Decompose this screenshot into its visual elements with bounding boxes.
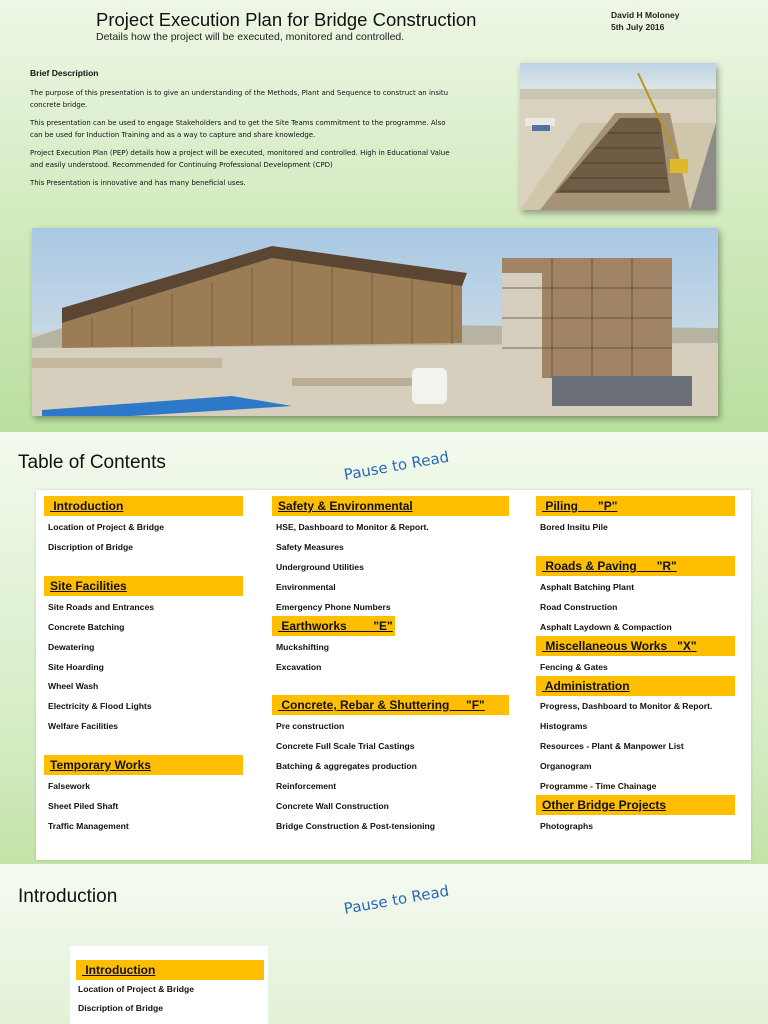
toc-item[interactable]: Environmental bbox=[276, 582, 336, 592]
toc-item[interactable]: Organogram bbox=[540, 761, 592, 771]
brief-paragraph-4: This Presentation is innovative and has many beneficial uses. bbox=[30, 179, 246, 187]
slide-project-execution-plan bbox=[0, 0, 768, 432]
slide-table-of-contents bbox=[0, 432, 768, 864]
toc-item[interactable]: Location of Project & Bridge bbox=[78, 984, 195, 994]
toc-item[interactable]: Concrete Wall Construction bbox=[276, 801, 389, 811]
slide-introduction bbox=[0, 864, 768, 1024]
toc-heading-earthworks[interactable]: Earthworks "E" bbox=[272, 616, 395, 636]
toc-heading-safety-environmental[interactable]: Safety & Environmental bbox=[272, 496, 509, 516]
toc-item[interactable]: HSE, Dashboard to Monitor & Report. bbox=[276, 522, 429, 532]
author-name: David H Moloney bbox=[611, 10, 680, 20]
toc-item[interactable]: Batching & aggregates production bbox=[276, 761, 417, 771]
toc-heading-concrete-rebar-shuttering[interactable]: Concrete, Rebar & Shuttering "F" bbox=[272, 695, 509, 715]
toc-item[interactable]: Discription of Bridge bbox=[48, 542, 133, 552]
toc-item[interactable]: Traffic Management bbox=[48, 821, 129, 831]
toc-item[interactable]: Histograms bbox=[540, 721, 588, 731]
date-text: 5th July 2016 bbox=[611, 22, 665, 32]
toc-item[interactable]: Reinforcement bbox=[276, 781, 337, 791]
toc-item[interactable]: Falsework bbox=[48, 781, 91, 791]
page-title: Project Execution Plan for Bridge Construction bbox=[96, 9, 477, 30]
toc-heading-administration[interactable]: Administration bbox=[536, 676, 735, 696]
toc-item[interactable]: Site Roads and Entrances bbox=[48, 602, 155, 612]
toc-item[interactable]: Sheet Piled Shaft bbox=[48, 801, 119, 811]
toc-item[interactable]: Site Hoarding bbox=[48, 662, 104, 672]
toc-item[interactable]: Electricity & Flood Lights bbox=[48, 701, 152, 711]
introduction-toc-panel bbox=[70, 946, 268, 1024]
pause-to-read-label: Pause to Read bbox=[342, 447, 451, 484]
toc-item[interactable]: Underground Utilities bbox=[276, 562, 364, 572]
toc-item[interactable]: Bored Insitu Pile bbox=[540, 522, 608, 532]
toc-heading-site-facilities[interactable]: Site Facilities bbox=[44, 576, 243, 596]
toc-item[interactable]: Pre construction bbox=[276, 721, 345, 731]
toc-item[interactable]: Asphalt Batching Plant bbox=[540, 582, 635, 592]
toc-heading-miscellaneous-works[interactable]: Miscellaneous Works "X" bbox=[536, 636, 735, 656]
introduction-title: Introduction bbox=[18, 886, 118, 907]
toc-heading-piling[interactable]: Piling "P" bbox=[536, 496, 735, 516]
toc-item[interactable]: Discription of Bridge bbox=[78, 1003, 163, 1013]
toc-item[interactable]: Concrete Full Scale Trial Castings bbox=[276, 741, 415, 751]
toc-item[interactable]: Muckshifting bbox=[276, 642, 329, 652]
toc-item[interactable]: Emergency Phone Numbers bbox=[276, 602, 391, 612]
brief-heading: Brief Description bbox=[30, 68, 99, 78]
toc-item[interactable]: Road Construction bbox=[540, 602, 618, 612]
toc-item[interactable]: Fencing & Gates bbox=[540, 662, 608, 672]
toc-heading-roads-paving[interactable]: Roads & Paving "R" bbox=[536, 556, 735, 576]
bridge-crane-photo bbox=[520, 63, 716, 210]
toc-heading-introduction[interactable]: Introduction bbox=[76, 960, 264, 980]
toc-item[interactable]: Bridge Construction & Post-tensioning bbox=[276, 821, 435, 831]
toc-item[interactable]: Resources - Plant & Manpower List bbox=[540, 741, 684, 751]
toc-item[interactable]: Location of Project & Bridge bbox=[48, 522, 165, 532]
toc-title: Table of Contents bbox=[18, 452, 166, 473]
toc-panel bbox=[36, 490, 751, 860]
brief-paragraph-2: This presentation can be used to engage Stakeholders and to get the Site Teams commitment to the programme. Also can be used for Induction Training and as a way to capture and share knowledge. bbox=[30, 119, 446, 139]
toc-item[interactable]: Excavation bbox=[276, 662, 322, 672]
toc-item[interactable]: Progress, Dashboard to Monitor & Report. bbox=[540, 701, 713, 711]
toc-heading-introduction[interactable]: Introduction bbox=[44, 496, 243, 516]
brief-description bbox=[30, 68, 450, 197]
toc-item[interactable]: Photographs bbox=[540, 821, 593, 831]
toc-item[interactable]: Wheel Wash bbox=[48, 681, 99, 691]
toc-item[interactable]: Safety Measures bbox=[276, 542, 344, 552]
toc-heading-other-bridge-projects[interactable]: Other Bridge Projects bbox=[536, 795, 735, 815]
toc-item[interactable]: Asphalt Laydown & Compaction bbox=[540, 622, 672, 632]
bridge-falsework-panorama-photo bbox=[32, 228, 718, 416]
toc-item[interactable]: Welfare Facilities bbox=[48, 721, 119, 731]
brief-paragraph-1: The purpose of this presentation is to give an understanding of the Methods, Plant and Sequence to construct an insitu concrete bridge. bbox=[30, 89, 449, 109]
toc-item[interactable]: Concrete Batching bbox=[48, 622, 125, 632]
page-subtitle: Details how the project will be executed, monitored and controlled. bbox=[96, 31, 405, 43]
pause-to-read-label: Pause to Read bbox=[342, 881, 451, 918]
toc-item[interactable]: Programme - Time Chainage bbox=[540, 781, 657, 791]
toc-item[interactable]: Dewatering bbox=[48, 642, 95, 652]
brief-paragraph-3: Project Execution Plan (PEP) details how a project will be executed, monitored and controlled. High in Educational Value and easily understood. Recommended for Continuing Professional Development (CPD) bbox=[30, 149, 450, 169]
toc-heading-temporary-works[interactable]: Temporary Works bbox=[44, 755, 243, 775]
